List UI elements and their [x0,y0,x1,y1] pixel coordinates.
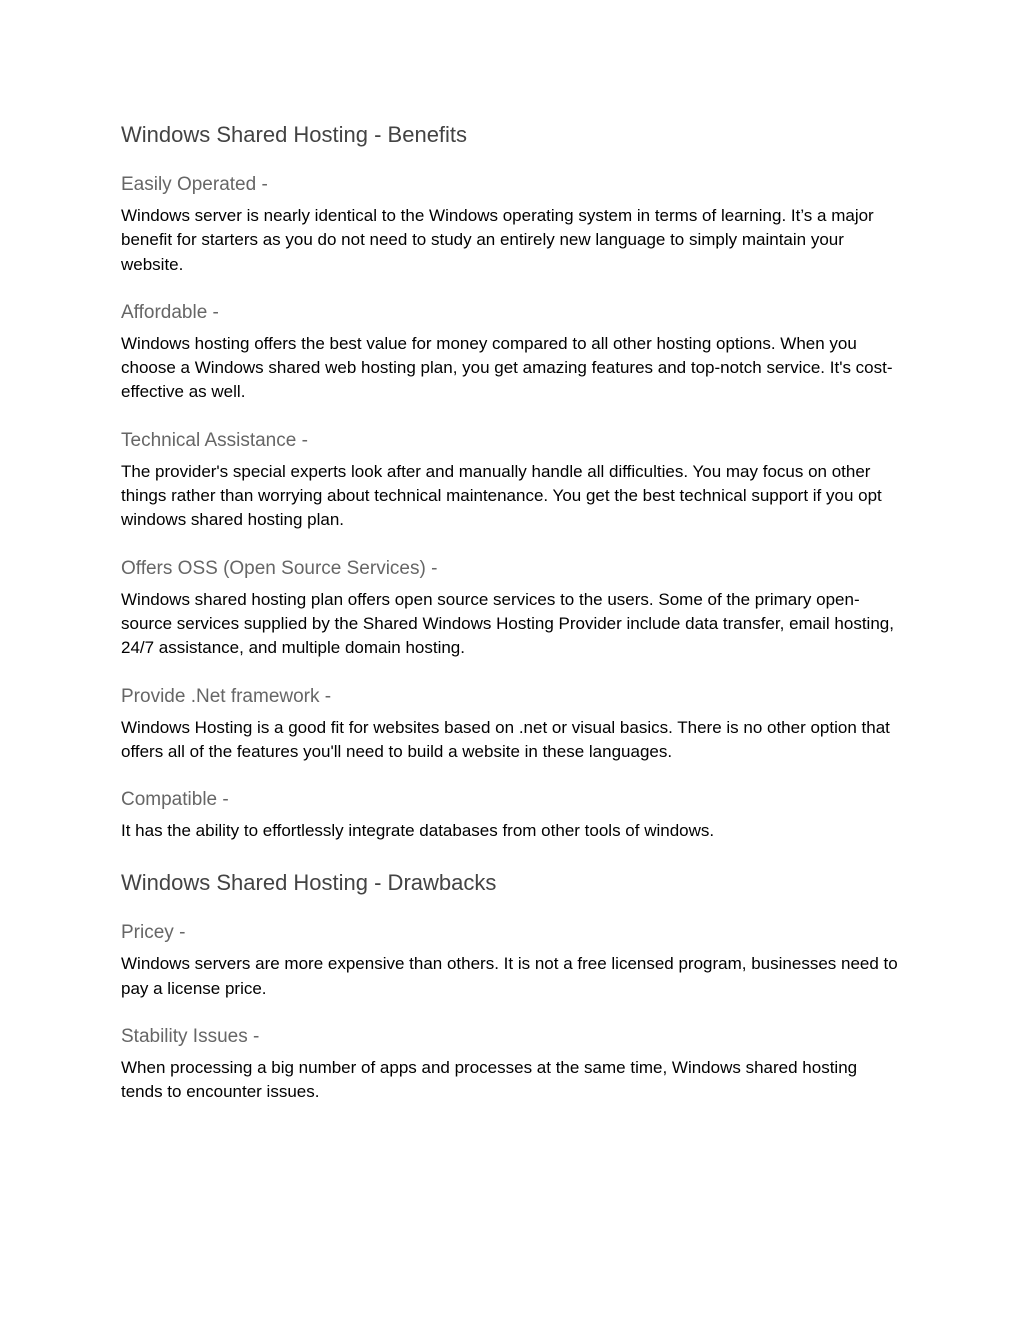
benefit-net-framework [121,684,901,765]
benefit-technical-assistance [121,428,901,533]
subsection-heading: Technical Assistance - [121,429,308,451]
benefit-affordable [121,300,901,405]
subsection-text: Windows hosting offers the best value for money compared to all other hosting options. When you choose a Windows shared web hosting plan, you get amazing features and top-notch service. It's cost-effective as well. [121,333,893,402]
subsection-heading: Provide .Net framework - [121,685,332,707]
subsection-text: Windows servers are more expensive than others. It is not a free licensed program, businesses need to pay a license price. [121,954,898,998]
subsection-text: Windows shared hosting plan offers open source services to the users. Some of the primary open-source services supplied by the Shared Windows Hosting Provider include data transfer, email hosting, 24/7 assistance, and multiple domain hosting. [121,589,894,658]
subsection-heading: Affordable - [121,301,219,323]
subsection-text: Windows Hosting is a good fit for websites based on .net or visual basics. There is no other option that offers all of the features you'll need to build a website in these languages. [121,717,890,761]
drawbacks-section-title: Windows Shared Hosting - Drawbacks [121,870,497,896]
subsection-heading: Offers OSS (Open Source Services) - [121,557,438,579]
drawback-stability-issues [121,1024,901,1105]
subsection-heading: Easily Operated - [121,174,268,195]
subsection-heading: Stability Issues - [121,1026,260,1048]
subsection-text: The provider's special experts look after and manually handle all difficulties. You may focus on other things rather than worrying about technical maintenance. You get the best technical support if you opt windows shared hosting plan. [121,461,882,530]
subsection-heading: Pricey - [121,922,186,944]
subsection-text: Windows server is nearly identical to the Windows operating system in terms of learning. It’s a major benefit for starters as you do not need to study an entirely new language to simply maintain your website. [121,206,874,274]
document-page [121,120,901,1105]
benefit-easily-operated [121,172,901,277]
subsection-heading: Compatible - [121,789,229,811]
subsection-text: When processing a big number of apps and processes at the same time, Windows shared hosting tends to encounter issues. [121,1058,858,1102]
subsection-text: It has the ability to effortlessly integrate databases from other tools of windows. [121,821,715,841]
benefit-offers-oss [121,556,901,661]
drawback-pricey [121,920,901,1001]
benefits-section-title: Windows Shared Hosting - Benefits [121,122,468,147]
benefit-compatible [121,787,901,843]
